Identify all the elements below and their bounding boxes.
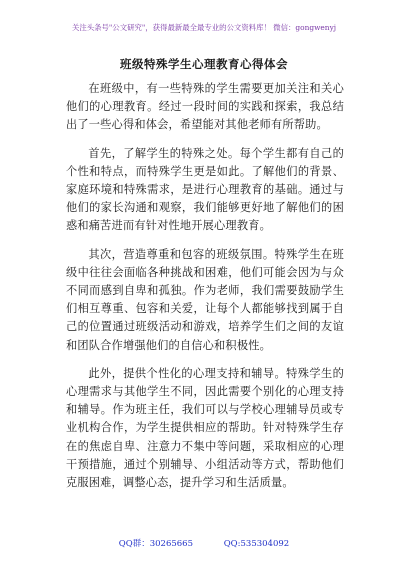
page-footer: [0, 537, 408, 549]
footer-qq-number: QQ:535304092: [223, 539, 290, 549]
body-paragraph: 其次，营造尊重和包容的班级氛围。特殊学生在班级中往往会面临各种挑战和困难，他们可能会因为与众不同而感到自卑和孤独。作为老师，我们需要鼓励学生们相互尊重、包容和关爱，让每个人都能够找到属于自己的位置通过班级活动和游戏，培养学生们之间的友谊和团队合作增强他们的自信心和积极性。: [66, 247, 344, 352]
document-body: [66, 80, 344, 502]
body-paragraph: 首先，了解学生的特殊之处。每个学生都有自己的个性和特点，而特殊学生更是如此。了解他们的背景、家庭环境和特殊需求，是进行心理教育的基础。通过与他们的家长沟通和观察，我们能够更好地了解他们的困惑和痛苦进而有针对性地开展心理教育。: [66, 146, 344, 233]
page-header-note: 关注头条号"公文研究"，获得最新最全最专业的公文资料库！ 微信：gongwenyj: [71, 23, 337, 32]
body-paragraph: 在班级中，有一些特殊的学生需要更加关注和关心他们的心理教育。经过一段时间的实践和探索，我总结出了一些心得和体会，希望能对其他老师有所帮助。: [66, 82, 344, 132]
footer-qq-group: QQ群：30265665: [118, 539, 193, 549]
document-title: 班级特殊学生心理教育心得体会: [120, 57, 288, 71]
body-paragraph: 此外，提供个性化的心理支持和辅导。特殊学生的心理需求与其他学生不同，因此需要个别化的心理支持和辅导。作为班主任，我们可以与学校心理辅导员或专业机构合作，为学生提供相应的帮助。针对特殊学生存在的焦虑自卑、注意力不集中等问题，采取相应的心理干预措施，通过个别辅导、小组活动等方式，帮助他们克服困难，调整心态，提升学习和生活质量。: [66, 366, 344, 490]
